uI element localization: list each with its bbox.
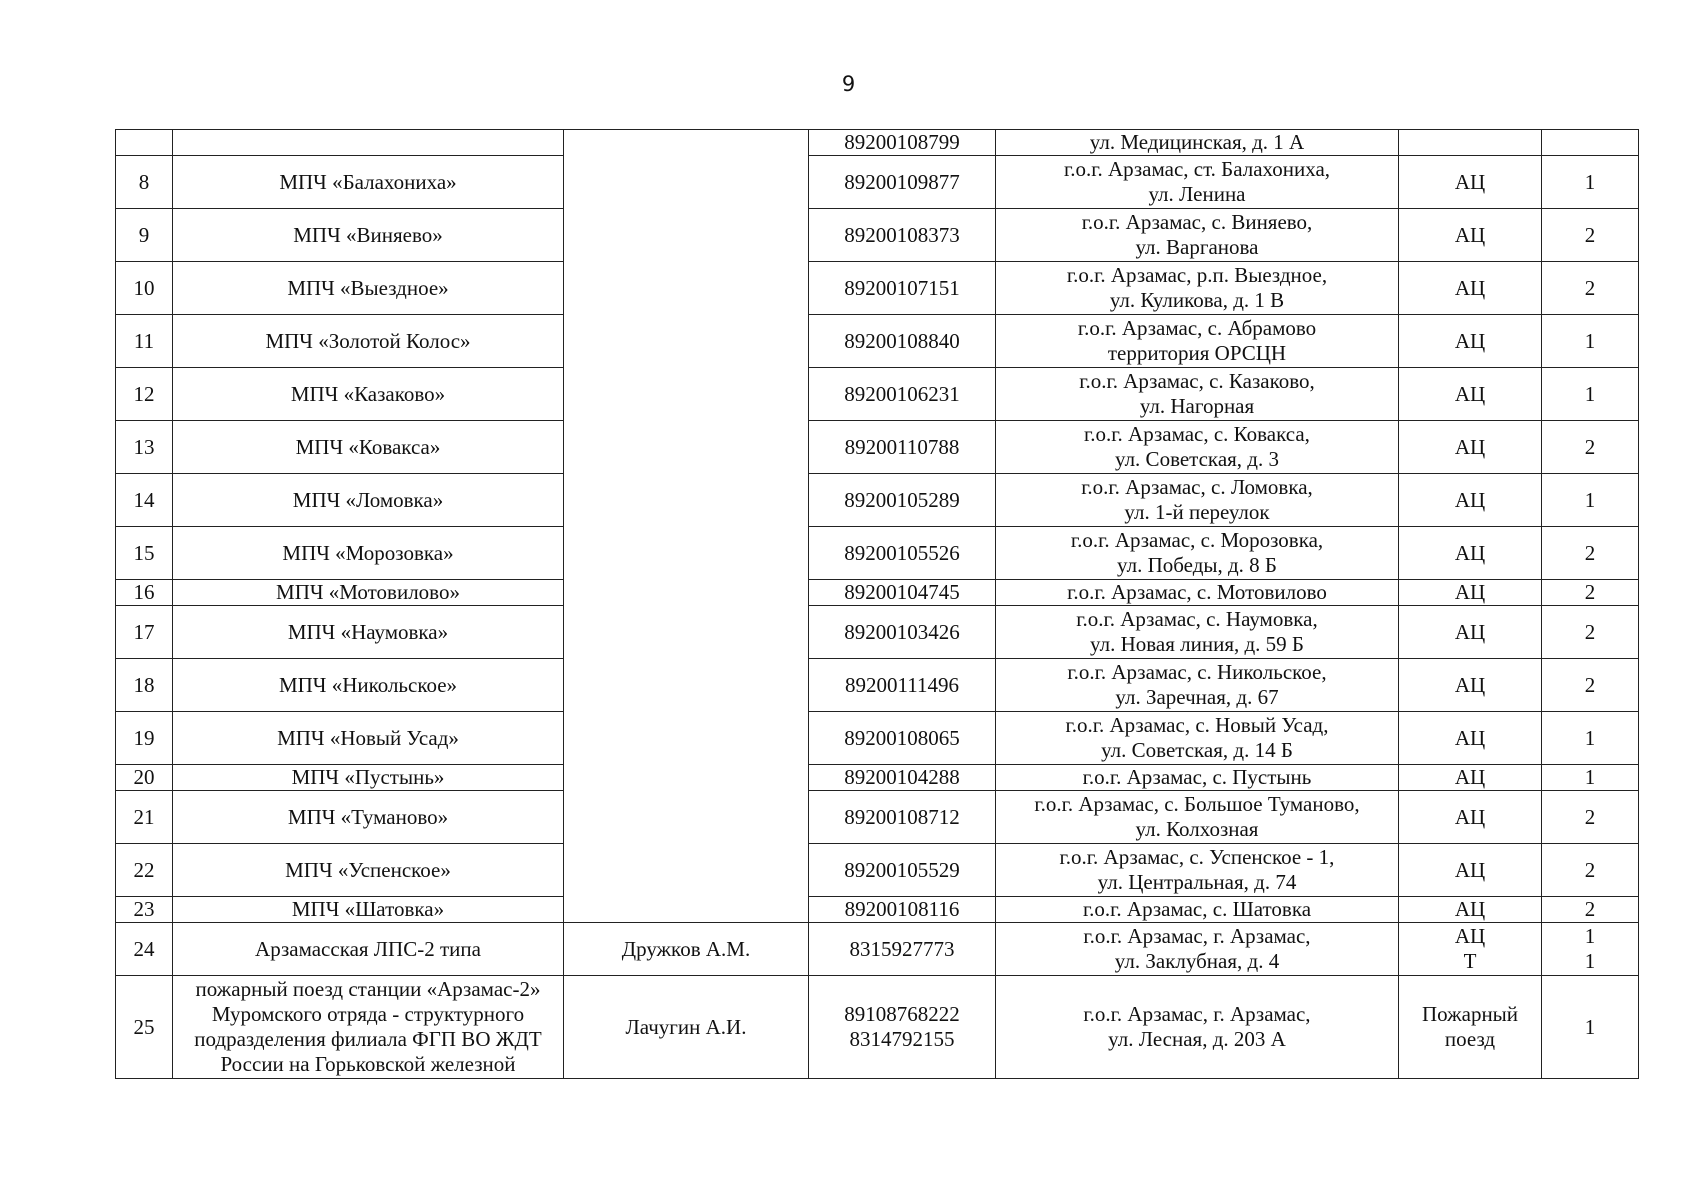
address-line: г.о.г. Арзамас, с. Мотовилово	[1067, 580, 1327, 604]
row-number: 15	[116, 527, 173, 580]
page-number: 9	[841, 72, 856, 96]
vehicle-count: 2	[1542, 580, 1639, 606]
vehicle-count: 2	[1542, 421, 1639, 474]
address	[996, 923, 1399, 976]
phone-line: 89108768222	[844, 1002, 960, 1026]
table-row	[116, 844, 1639, 897]
vehicle-count: 2	[1542, 527, 1639, 580]
row-number: 13	[116, 421, 173, 474]
address-line: территория ОРСЦН	[1107, 341, 1287, 365]
vehicle-count	[1542, 923, 1639, 976]
phone: 89200109877	[809, 156, 996, 209]
address-line: г.о.г. Арзамас, с. Наумовка,	[1076, 607, 1318, 631]
vehicle-type: АЦ	[1399, 765, 1542, 791]
head-name: Дружков А.М.	[564, 923, 809, 976]
phone: 89200106231	[809, 368, 996, 421]
unit-name	[173, 130, 564, 156]
unit-name: МПЧ «Морозовка»	[173, 527, 564, 580]
address-line: ул. Лесная, д. 203 А	[1108, 1027, 1286, 1051]
address	[996, 474, 1399, 527]
unit-name: МПЧ «Выездное»	[173, 262, 564, 315]
row-number: 17	[116, 606, 173, 659]
address	[996, 262, 1399, 315]
phone: 89200108799	[809, 130, 996, 156]
address-line: ул. 1-й переулок	[1124, 500, 1270, 524]
vehicle-count: 2	[1542, 791, 1639, 844]
address	[996, 765, 1399, 791]
address	[996, 209, 1399, 262]
address	[996, 844, 1399, 897]
address-line: г.о.г. Арзамас, ст. Балахониха,	[1063, 157, 1331, 181]
address-line: ул. Советская, д. 3	[1115, 447, 1279, 471]
address	[996, 315, 1399, 368]
row-number: 18	[116, 659, 173, 712]
address-line: г.о.г. Арзамас, г. Арзамас,	[1083, 1002, 1311, 1026]
phone: 89200108373	[809, 209, 996, 262]
unit-name-line: Муромского отряда - структурного	[211, 1002, 525, 1026]
unit-name: МПЧ «Шатовка»	[173, 897, 564, 923]
vehicle-count: 1	[1542, 976, 1639, 1079]
vehicle-count: 2	[1542, 844, 1639, 897]
table-row	[116, 527, 1639, 580]
address-line: г.о.г. Арзамас, с. Морозовка,	[1070, 528, 1324, 552]
vehicle-count: 1	[1542, 315, 1639, 368]
phone: 89200105526	[809, 527, 996, 580]
row-number: 12	[116, 368, 173, 421]
address-line: г.о.г. Арзамас, с. Ломовка,	[1081, 475, 1313, 499]
address-line: ул. Варганова	[1135, 235, 1259, 259]
vehicle-type: АЦ	[1399, 421, 1542, 474]
phone: 89200108116	[809, 897, 996, 923]
vehicle-type	[1399, 976, 1542, 1079]
table-row	[116, 474, 1639, 527]
phone: 89200107151	[809, 262, 996, 315]
address	[996, 976, 1399, 1079]
unit-name: МПЧ «Виняево»	[173, 209, 564, 262]
vehicle-count: 2	[1542, 209, 1639, 262]
row-number: 9	[116, 209, 173, 262]
vehicle-type: АЦ	[1399, 368, 1542, 421]
address-line: ул. Медицинская, д. 1 А	[1089, 130, 1305, 154]
unit-name: МПЧ «Казаково»	[173, 368, 564, 421]
row-number	[116, 130, 173, 156]
vehicle-type: АЦ	[1399, 580, 1542, 606]
address	[996, 606, 1399, 659]
vehicle-type: АЦ	[1399, 659, 1542, 712]
address-line: ул. Куликова, д. 1 В	[1109, 288, 1285, 312]
address-line: г.о.г. Арзамас, с. Новый Усад,	[1065, 713, 1329, 737]
address-line: ул. Центральная, д. 74	[1097, 870, 1297, 894]
vehicle-type-line: Т	[1463, 949, 1477, 973]
address-line: ул. Ленина	[1148, 182, 1246, 206]
address-line: г.о.г. Арзамас, р.п. Выездное,	[1066, 263, 1328, 287]
address-line: ул. Новая линия, д. 59 Б	[1090, 632, 1304, 656]
fire-units-table	[115, 129, 1639, 1079]
vehicle-count: 2	[1542, 606, 1639, 659]
address	[996, 368, 1399, 421]
phone	[809, 976, 996, 1079]
table-row	[116, 606, 1639, 659]
phone: 89200108065	[809, 712, 996, 765]
unit-name: МПЧ «Золотой Колос»	[173, 315, 564, 368]
row-number: 11	[116, 315, 173, 368]
vehicle-count: 2	[1542, 262, 1639, 315]
unit-name: МПЧ «Мотовилово»	[173, 580, 564, 606]
table-row	[116, 659, 1639, 712]
address-line: г.о.г. Арзамас, с. Казаково,	[1079, 369, 1315, 393]
unit-name: МПЧ «Успенское»	[173, 844, 564, 897]
address-line: г.о.г. Арзамас, с. Никольское,	[1067, 660, 1327, 684]
address-line: г.о.г. Арзамас, с. Успенское - 1,	[1059, 845, 1335, 869]
phone: 89200104288	[809, 765, 996, 791]
row-number: 10	[116, 262, 173, 315]
address	[996, 527, 1399, 580]
address	[996, 580, 1399, 606]
vehicle-count-line: 1	[1584, 924, 1596, 948]
unit-name-line: подразделения филиала ФГП ВО ЖДТ	[194, 1027, 542, 1051]
row-number: 22	[116, 844, 173, 897]
phone: 89200108712	[809, 791, 996, 844]
address	[996, 156, 1399, 209]
table-row	[116, 368, 1639, 421]
table-row	[116, 315, 1639, 368]
vehicle-count: 1	[1542, 156, 1639, 209]
vehicle-type: АЦ	[1399, 527, 1542, 580]
table-row	[116, 976, 1639, 1079]
row-number: 8	[116, 156, 173, 209]
table-row	[116, 156, 1639, 209]
unit-name: МПЧ «Новый Усад»	[173, 712, 564, 765]
row-number: 21	[116, 791, 173, 844]
phone: 89200105289	[809, 474, 996, 527]
address-line: г.о.г. Арзамас, с. Ковакса,	[1084, 422, 1310, 446]
unit-name	[173, 976, 564, 1079]
vehicle-type: АЦ	[1399, 791, 1542, 844]
unit-name: МПЧ «Балахониха»	[173, 156, 564, 209]
address-line: ул. Заречная, д. 67	[1115, 685, 1279, 709]
vehicle-count: 1	[1542, 474, 1639, 527]
phone: 89200104745	[809, 580, 996, 606]
row-number: 16	[116, 580, 173, 606]
phone: 89200108840	[809, 315, 996, 368]
phone-line: 8314792155	[849, 1027, 955, 1051]
address	[996, 659, 1399, 712]
vehicle-type: АЦ	[1399, 156, 1542, 209]
vehicle-type-line: поезд	[1444, 1027, 1496, 1051]
vehicle-type: АЦ	[1399, 606, 1542, 659]
table-row	[116, 209, 1639, 262]
head-cell-merged	[564, 130, 809, 923]
address-line: ул. Нагорная	[1139, 394, 1255, 418]
vehicle-count: 1	[1542, 765, 1639, 791]
table-row	[116, 712, 1639, 765]
vehicle-count: 1	[1542, 712, 1639, 765]
table-row	[116, 791, 1639, 844]
vehicle-type-line: АЦ	[1454, 924, 1486, 948]
address-line: ул. Заклубная, д. 4	[1114, 949, 1280, 973]
table-row	[116, 580, 1639, 606]
phone: 8315927773	[809, 923, 996, 976]
table-row	[116, 897, 1639, 923]
unit-name: МПЧ «Пустынь»	[173, 765, 564, 791]
vehicle-type	[1399, 923, 1542, 976]
address	[996, 791, 1399, 844]
vehicle-type: АЦ	[1399, 209, 1542, 262]
vehicle-type-line: Пожарный	[1421, 1002, 1519, 1026]
vehicle-type: АЦ	[1399, 474, 1542, 527]
vehicle-type: АЦ	[1399, 315, 1542, 368]
address	[996, 421, 1399, 474]
address	[996, 712, 1399, 765]
address-line: ул. Колхозная	[1135, 817, 1259, 841]
row-number: 20	[116, 765, 173, 791]
row-number: 23	[116, 897, 173, 923]
head-name: Лачугин А.И.	[564, 976, 809, 1079]
address-line: г.о.г. Арзамас, с. Пустынь	[1082, 765, 1312, 789]
address	[996, 897, 1399, 923]
address-line: ул. Победы, д. 8 Б	[1117, 553, 1277, 577]
unit-name: Арзамасская ЛПС-2 типа	[173, 923, 564, 976]
address-line: г.о.г. Арзамас, с. Абрамово	[1077, 316, 1317, 340]
phone: 89200105529	[809, 844, 996, 897]
address-line: г.о.г. Арзамас, с. Шатовка	[1082, 897, 1312, 921]
table-row	[116, 130, 1639, 156]
unit-name: МПЧ «Никольское»	[173, 659, 564, 712]
vehicle-type: АЦ	[1399, 897, 1542, 923]
table-row	[116, 923, 1639, 976]
table-row	[116, 262, 1639, 315]
unit-name: МПЧ «Наумовка»	[173, 606, 564, 659]
vehicle-count: 2	[1542, 659, 1639, 712]
vehicle-count	[1542, 130, 1639, 156]
unit-name-line: пожарный поезд станции «Арзамас-2»	[195, 977, 541, 1001]
vehicle-count: 1	[1542, 368, 1639, 421]
row-number: 25	[116, 976, 173, 1079]
row-number: 19	[116, 712, 173, 765]
phone: 89200103426	[809, 606, 996, 659]
vehicle-type: АЦ	[1399, 712, 1542, 765]
table-row	[116, 765, 1639, 791]
address	[996, 130, 1399, 156]
vehicle-count: 2	[1542, 897, 1639, 923]
vehicle-type: АЦ	[1399, 844, 1542, 897]
unit-name: МПЧ «Туманово»	[173, 791, 564, 844]
table-row	[116, 421, 1639, 474]
phone: 89200110788	[809, 421, 996, 474]
address-line: г.о.г. Арзамас, г. Арзамас,	[1083, 924, 1311, 948]
row-number: 14	[116, 474, 173, 527]
unit-name-line: России на Горьковской железной	[220, 1052, 516, 1076]
phone: 89200111496	[809, 659, 996, 712]
unit-name: МПЧ «Ковакса»	[173, 421, 564, 474]
address-line: ул. Советская, д. 14 Б	[1101, 738, 1293, 762]
address-line: г.о.г. Арзамас, с. Виняево,	[1081, 210, 1313, 234]
unit-name: МПЧ «Ломовка»	[173, 474, 564, 527]
vehicle-type: АЦ	[1399, 262, 1542, 315]
vehicle-count-line: 1	[1584, 949, 1596, 973]
row-number: 24	[116, 923, 173, 976]
vehicle-type	[1399, 130, 1542, 156]
address-line: г.о.г. Арзамас, с. Большое Туманово,	[1034, 792, 1360, 816]
